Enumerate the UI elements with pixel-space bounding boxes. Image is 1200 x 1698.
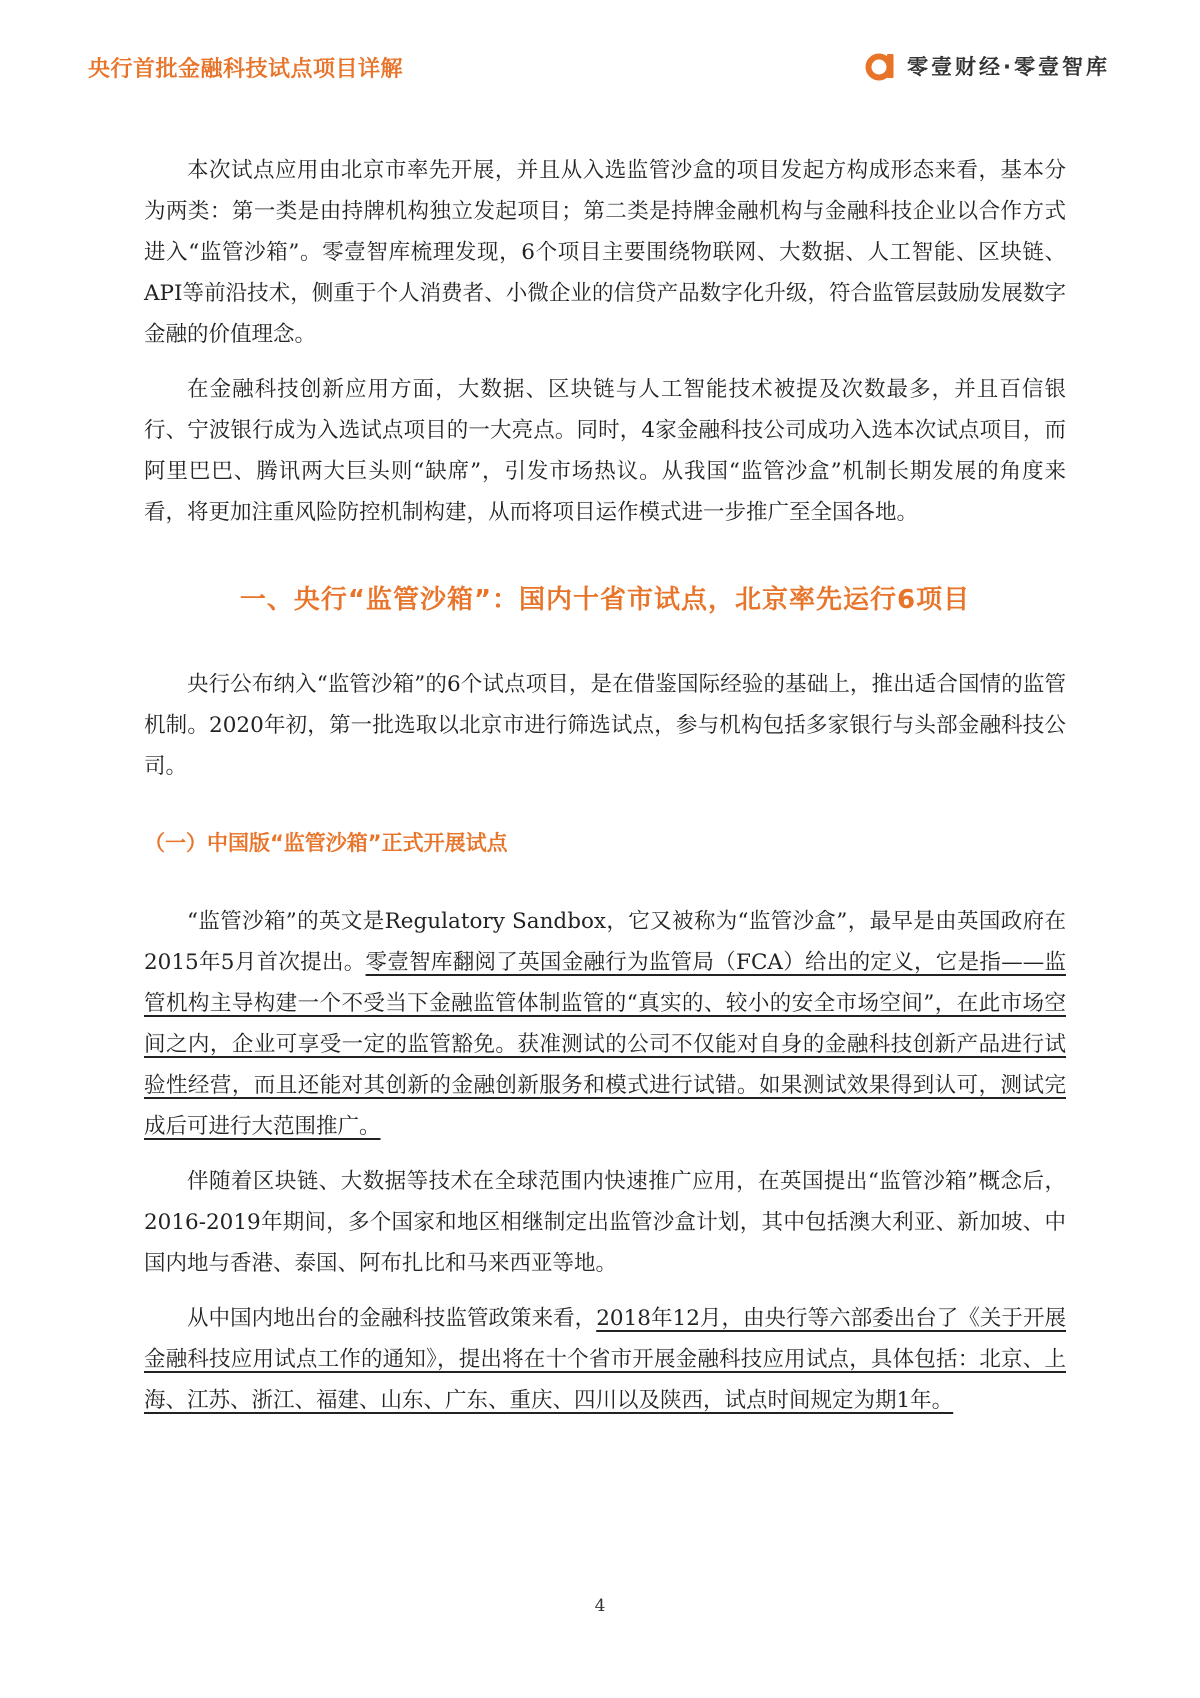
paragraph-pilot-overview: 本次试点应用由北京市率先开展，并且从入选监管沙盒的项目发起方构成形态来看，基本分为两类：第一类是由持牌机构独立发起项目；第二类是持牌金融机构与金融科技企业以合作方式进入“监管沙箱”。零壹智库梳理发现，6个项目主要围绕物联网、大数据、人工智能、区块链、API等前沿技术，侧重于个人消费者、小微企业的信贷产品数字化升级，符合监管层鼓励发展数字金融的价值理念。 — [144, 158, 1066, 347]
paragraph-global-adoption: 伴随着区块链、大数据等技术在全球范围内快速推广应用，在英国提出“监管沙箱”概念后，2016-2019年期间，多个国家和地区相继制定出监管沙盒计划，其中包括澳大利亚、新加坡、中国内地与香港、泰国、阿布扎比和马来西亚等地。 — [144, 1169, 1066, 1276]
sandbox-intro-text: “监管沙箱”的英文是Regulatory Sandbox，它又被称为“监管沙盒”，最早是由英国政府在2015年5月首次提出。 — [144, 909, 1066, 975]
subsection-heading-1: （一）中国版“监管沙箱”正式开展试点 — [144, 831, 508, 855]
section-heading-1: 一、央行“监管沙箱”：国内十省市试点，北京率先运行6项目 — [239, 585, 971, 615]
lingyi-logo-icon — [863, 48, 899, 84]
document-body — [144, 150, 1066, 1435]
policy-intro-text: 从中国内地出台的金融科技监管政策来看， — [187, 1306, 597, 1331]
document-header-title: 央行首批金融科技试点项目详解 — [88, 57, 404, 82]
paragraph-china-policy — [144, 1298, 1066, 1421]
paragraph-sandbox-definition — [144, 901, 1066, 1147]
fca-definition-underlined: 零壹智库翻阅了英国金融行为监管局（FCA）给出的定义，它是指——监管机构主导构建一个不受当下金融监管体制监管的“真实的、较小的安全市场空间”，在此市场空间之内，企业可享受一定的监管豁免。获准测试的公司不仅能对自身的金融科技创新产品进行试验性经营，而且还能对其创新的金融创新服务和模式进行试错。如果测试效果得到认可，测试完成后可进行大范围推广。 — [144, 950, 1066, 1139]
brand-name: 零壹财经·零壹智库 — [907, 55, 1110, 79]
brand-block — [863, 48, 1110, 84]
paragraph-six-projects: 央行公布纳入“监管沙箱”的6个试点项目，是在借鉴国际经验的基础上，推出适合国情的监管机制。2020年初，第一批选取以北京市进行筛选试点，参与机构包括多家银行与头部金融科技公司。 — [144, 672, 1066, 779]
paragraph-fintech-innovation: 在金融科技创新应用方面，大数据、区块链与人工智能技术被提及次数最多，并且百信银行、宁波银行成为入选试点项目的一大亮点。同时，4家金融科技公司成功入选本次试点项目，而阿里巴巴、腾讯两大巨头则“缺席”，引发市场热议。从我国“监管沙盒”机制长期发展的角度来看，将更加注重风险防控机制构建，从而将项目运作模式进一步推广至全国各地。 — [144, 377, 1066, 525]
pilot-notice-underlined: 2018年12月，由央行等六部委出台了《关于开展金融科技应用试点工作的通知》，提出将在十个省市开展金融科技应用试点，具体包括：北京、上海、江苏、浙江、福建、山东、广东、重庆、四川以及陕西，试点时间规定为期1年。 — [144, 1306, 1066, 1413]
page-number: 4 — [594, 1596, 606, 1616]
